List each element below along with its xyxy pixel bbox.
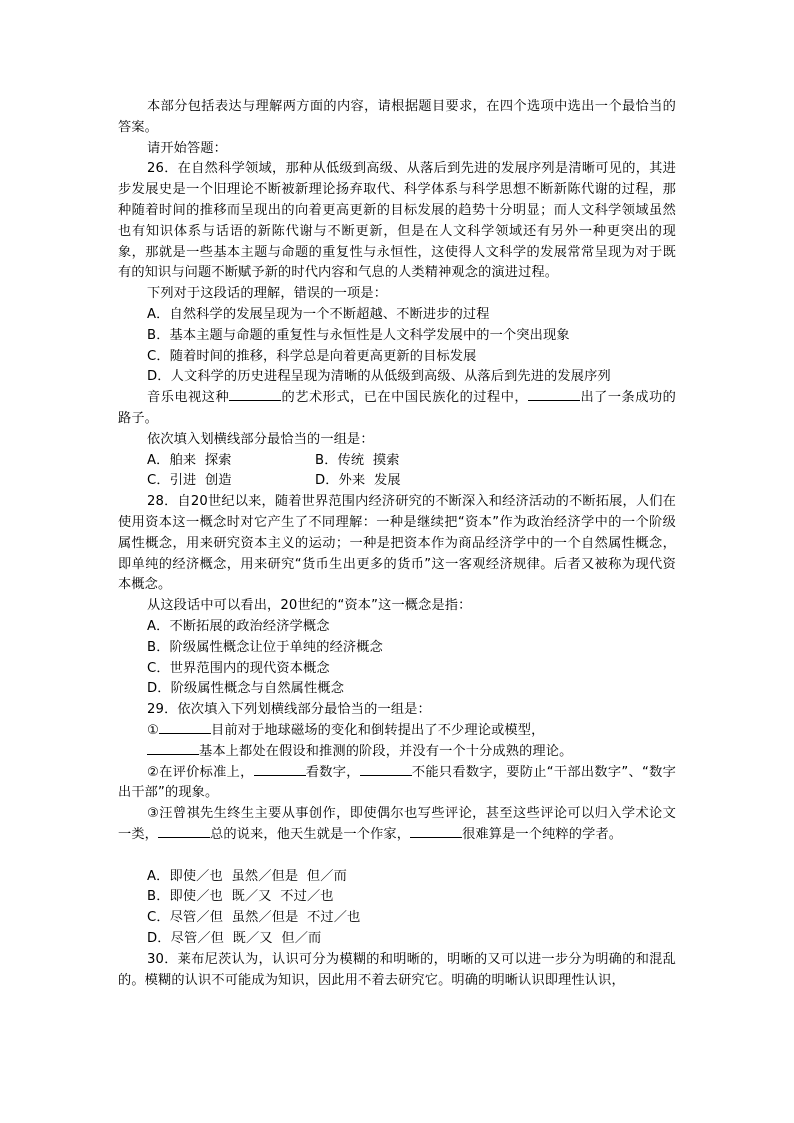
q27-options-row-1 [118,451,676,472]
q28-option-d: D．阶级属性概念与自然属性概念 [147,681,345,697]
q26-stem: 26．在自然科学领域，那种从低级到高级、从落后到先进的发展序列是清晰可见的，其进步发展史是一个旧理论不断被新理论扬弃取代、科学体系与科学思想不断新陈代谢的过程，那种随着时间的推移而呈现出的向着更高更新的目标发展的趋势十分明显；而人文科学领域虽然也有知识体系与话语的新陈代谢与不断更新，但是在人文科学领域还有另外一种更突出的现象，那就是一些基本主题与命题的重复性与永恒性，这使得人文科学的发展常常呈现为对于既有的知识与问题不断赋予新的时代内容和气息的人类精神观念的演进过程。 [118,161,676,281]
q30-stem: 30．莱布尼茨认为，认识可分为模糊的和明晰的，明晰的又可以进一步分为明确的和混乱的。模糊的认识不可能成为知识，因此用不着去研究它。明确的明晰认识即理性认识， [118,951,676,988]
q29-option-c: C．尽管／但 虽然／但是 不过／也 [147,910,361,926]
q27-text-3: 出了一条成功的路子。 [118,390,676,426]
blank-line [360,763,412,776]
blank-line [410,825,462,838]
q27-option-d: D．外来 发展 [315,473,401,489]
blank-line [147,742,199,755]
q27-text-1: 音乐电视这种 [147,390,230,406]
q29-s1-mark: ① [147,722,159,738]
q26-option-b: B．基本主题与命题的重复性与永恒性是人文科学发展中的一个突出现象 [147,327,570,343]
q28-option-b: B．阶级属性概念让位于单纯的经济概念 [147,639,383,655]
section-intro: 本部分包括表达与理解两方面的内容，请根据题目要求，在四个选项中选出一个最恰当的答案。 [118,99,676,135]
q29-sentence-2 [118,763,676,805]
blank-line [254,763,306,776]
q28-question: 从这段话中可以看出，20世纪的“资本”这一概念是指： [147,598,472,614]
q27-option-a: A．舶来 探索 [147,452,232,468]
q28-stem: 28．自20世纪以来，随着世界范围内经济研究的不断深入和经济活动的不断拓展，人们在使用资本这一概念时对它产生了不同理解：一种是继续把“资本”作为政治经济学中的一个阶级属性概念，用来研究资本主义的运动；一种是把资本作为商品经济学中的一个自然属性概念，即单纯的经济概念，用来研究“货币生出更多的货币”这一客观经济规律。后者又被称为现代资本概念。 [118,494,676,593]
blank-line [159,721,211,734]
q27-option-c: C．引进 创造 [147,473,232,489]
q29-option-b: B．即使／也 既／又 不过／也 [147,889,334,905]
spacer [118,846,676,867]
q29-s3-text-2: 总的说来，他天生就是一个作家， [210,826,411,842]
q29-question: 29．依次填入下列划横线部分最恰当的一组是： [147,702,431,718]
q29-option-d: D．尽管／但 既／又 但／而 [147,931,322,947]
blank-line [229,388,281,401]
q29-s3-text-3: 很难算是一个纯粹的学者。 [462,826,623,842]
q26-question: 下列对于这段话的理解，错误的一项是： [147,286,388,302]
q27-text-2: 的艺术形式，已在中国民族化的过程中， [281,390,529,406]
q29-sentence-3 [118,804,676,846]
q26-option-c: C．随着时间的推移，科学总是向着更高更新的目标发展 [147,348,477,364]
q27-question: 依次填入划横线部分最恰当的一组是： [147,431,374,447]
q29-option-a: A．即使／也 虽然／但是 但／而 [147,868,347,884]
blank-line [528,388,580,401]
q26-option-a: A．自然科学的发展呈现为一个不断超越、不断进步的过程 [147,306,490,322]
start-prompt: 请开始答题： [147,140,228,156]
q29-sentence-1 [118,721,676,742]
document-body [118,97,676,991]
q28-option-c: C．世界范围内的现代资本概念 [147,660,330,676]
q27-option-b: B．传统 摸索 [315,452,400,468]
q29-s3-text-1: ③汪曾祺先生终生主要从事创作，即使偶尔也写些评论，甚至这些评论可以归入学术论文一类， [118,806,676,842]
q28-option-a: A．不断拓展的政治经济学概念 [147,618,330,634]
q29-s1-text-1: 目前对于地球磁场的变化和倒转提出了不少理论或模型， [210,722,545,738]
q27-stem [118,388,676,430]
q27-options-row-2 [118,471,676,492]
q29-s2-text-3: 不能只看数字，要防止“干部出数字”、“数字出干部”的现象。 [118,764,676,801]
q29-s1-text-2: 基本上都处在假设和推测的阶段，并没有一个十分成熟的理论。 [199,743,573,759]
q29-s2-text-1: ②在评价标准上， [147,764,254,780]
blank-line [158,825,210,838]
q26-option-d: D．人文科学的历史进程呈现为清晰的从低级到高级、从落后到先进的发展序列 [147,369,611,385]
q29-sentence-1-cont [118,742,676,763]
q29-s2-text-2: 看数字， [305,764,360,780]
